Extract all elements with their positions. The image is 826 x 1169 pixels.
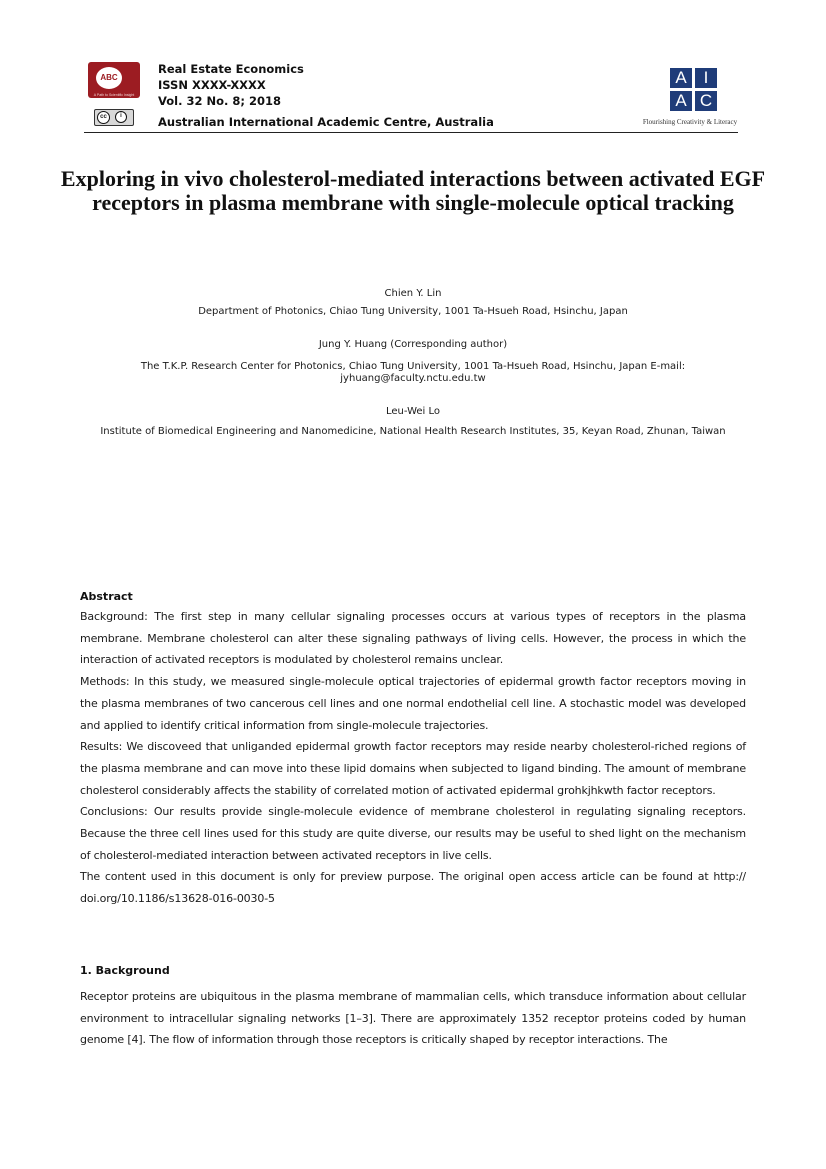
journal-volume: Vol. 32 No. 8; 2018 <box>158 94 282 108</box>
author-affiliation: Institute of Biomedical Engineering and Nanomedicine, National Health Research Institutes, 35, Keyan Road, Zhunan, Taiwan <box>100 426 726 437</box>
abstract-results: Results: We discoveed that unliganded epidermal growth factor receptors may reside nearby cholesterol-riched regions of the plasma membrane and can move into these lipid domains when subjected to ligand binding. The amount of membrane cholesterol considerably affects the stability of correlated motion of activated epidermal grohkjhkwth factor receptors. <box>80 740 746 797</box>
header-divider <box>84 132 738 133</box>
attribution-icon: i <box>115 111 127 123</box>
author-email[interactable]: jyhuang@faculty.nctu.edu.tw <box>340 373 486 384</box>
abc-logo-tagline: A Path to Scientific Insight <box>93 93 135 97</box>
publisher-name: Australian International Academic Centre, Australia <box>158 115 494 129</box>
aiac-letter: I <box>695 68 717 88</box>
aiac-letter: A <box>670 91 692 111</box>
section-paragraph: Receptor proteins are ubiquitous in the plasma membrane of mammalian cells, which transduce information about cellular environment to intracellular signaling networks [1–3]. There are approximately 1352 receptor proteins coded by human genome [4]. The flow of information through those receptors is critically shaped by receptor interactions. The <box>80 990 746 1047</box>
journal-issn: ISSN XXXX-XXXX <box>158 78 266 92</box>
abstract-methods: Methods: In this study, we measured single-molecule optical trajectories of epidermal growth factor receptors moving in the plasma membranes of two cancerous cell lines and one normal endothelial cell line. A stochastic model was developed and applied to identify critical information from single-molecule trajectories. <box>80 675 746 732</box>
author-affiliation: Department of Photonics, Chiao Tung University, 1001 Ta-Hsueh Road, Hsinchu, Japan <box>198 306 628 317</box>
aiac-letter: A <box>670 68 692 88</box>
section-body <box>80 986 746 1051</box>
author-name: Jung Y. Huang (Corresponding author) <box>318 339 508 350</box>
abstract-note: The content used in this document is only for preview purpose. The original open access article can be found at http:// doi.org/10.1186/s13628-016-0030-5 <box>80 870 746 906</box>
author-affiliation: The T.K.P. Research Center for Photonics, Chiao Tung University, 1001 Ta-Hsueh Road, Hsinchu, Japan E-mail: <box>140 361 686 372</box>
aiac-logo <box>670 68 718 112</box>
author-name: Leu-Wei Lo <box>385 406 440 417</box>
aiac-letter: C <box>695 91 717 111</box>
abc-logo-text: ABC <box>96 67 122 89</box>
abc-logo <box>88 62 140 98</box>
abstract-conclusions: Conclusions: Our results provide single-molecule evidence of membrane cholesterol in regulating signaling receptors. Because the three cell lines used for this study are quite diverse, our results may be useful to shed light on the mechanism of cholesterol-mediated interaction between activated receptors in live cells. <box>80 805 746 862</box>
article-title: Exploring in vivo cholesterol-mediated interactions between activated EGF receptors in plasma membrane with single-molecule optical tracking <box>60 166 766 215</box>
journal-name: Real Estate Economics <box>158 62 304 76</box>
abstract-heading: Abstract <box>80 590 133 603</box>
aiac-tagline: Flourishing Creativity & Literacy <box>642 118 738 126</box>
author-name: Chien Y. Lin <box>384 288 442 299</box>
abstract-body <box>80 606 746 910</box>
cc-by-license-icon[interactable] <box>94 109 134 126</box>
cc-icon: cc <box>97 111 110 124</box>
abstract-background: Background: The first step in many cellular signaling processes occurs at various types of receptors in the plasma membrane. Membrane cholesterol can alter these signaling pathways of living cells. However, the process in which the interaction of activated receptors is modulated by cholesterol remains unclear. <box>80 610 746 667</box>
section-heading: 1. Background <box>80 964 170 977</box>
